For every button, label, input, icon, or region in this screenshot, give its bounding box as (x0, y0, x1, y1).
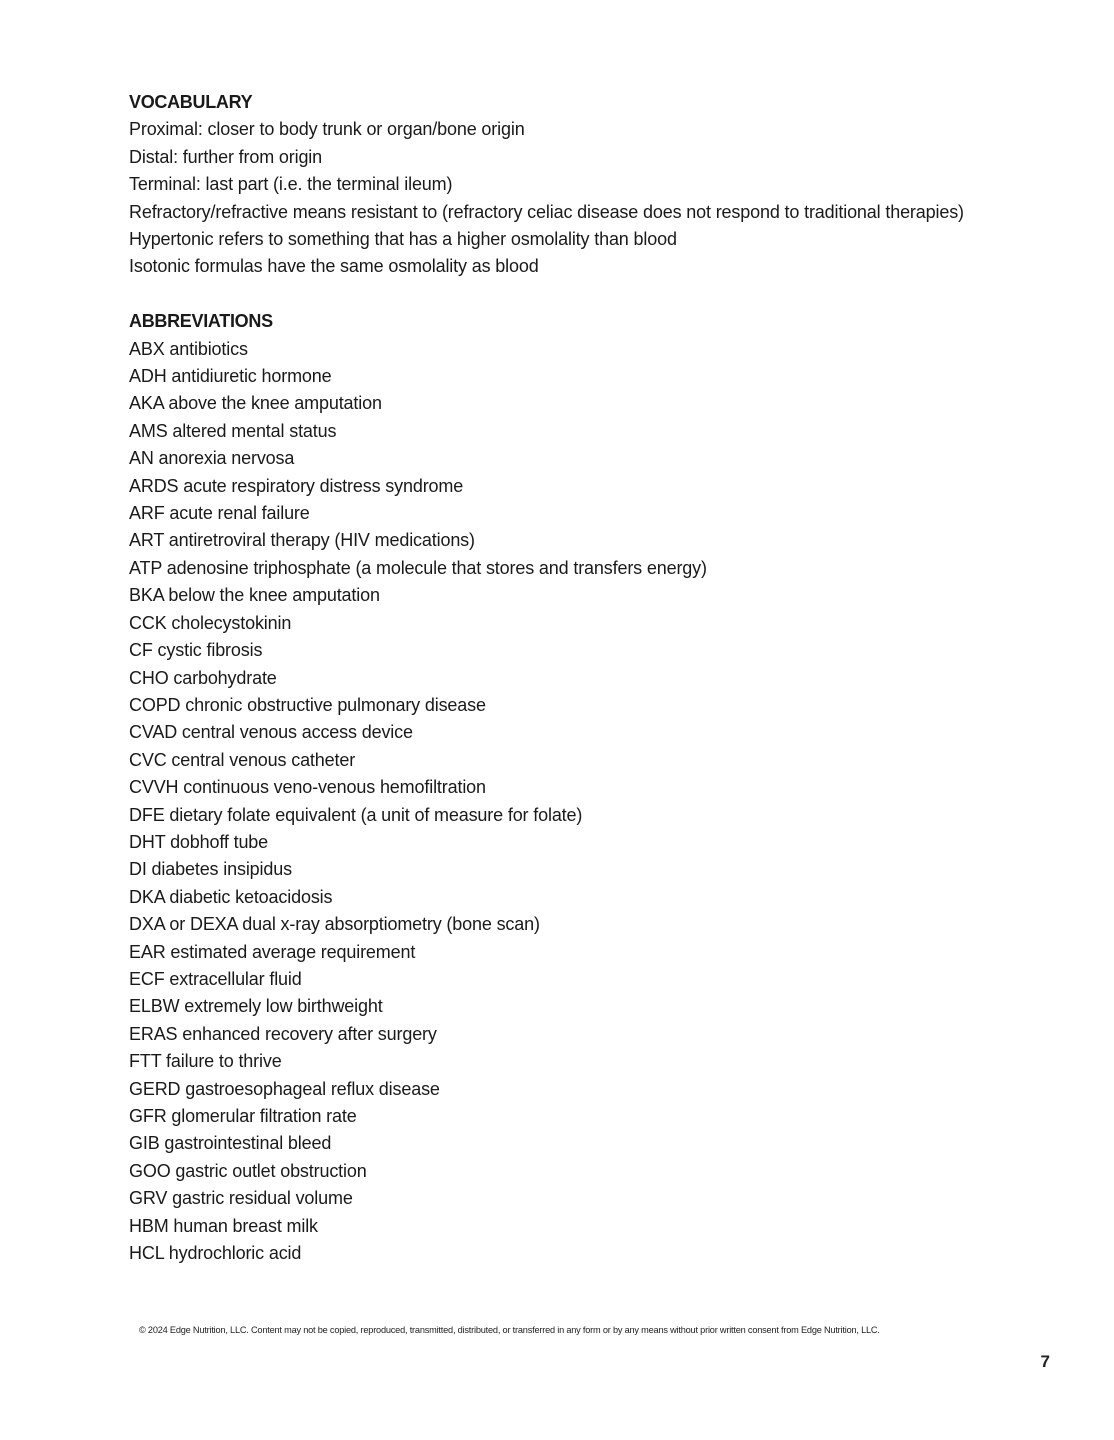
abbreviation-item: AKA above the knee amputation (129, 393, 382, 414)
abbreviation-item: COPD chronic obstructive pulmonary disease (129, 694, 486, 715)
abbreviation-item: FTT failure to thrive (129, 1051, 282, 1072)
abbreviation-item: ARDS acute respiratory distress syndrome (129, 475, 464, 496)
abbreviation-item: AMS altered mental status (129, 420, 337, 441)
abbreviation-item: DXA or DEXA dual x-ray absorptiometry (bone scan) (129, 914, 540, 935)
abbreviation-item: AN anorexia nervosa (129, 448, 295, 469)
abbreviation-item: EAR estimated average requirement (129, 941, 416, 962)
vocabulary-heading: VOCABULARY (129, 92, 253, 112)
vocabulary-item: Hypertonic refers to something that has a higher osmolality than blood (129, 229, 677, 250)
abbreviation-item: HBM human breast milk (129, 1215, 318, 1236)
vocabulary-item: Distal: further from origin (129, 146, 323, 167)
abbreviation-item: CCK cholecystokinin (129, 612, 292, 633)
page-number: 7 (1040, 1352, 1050, 1371)
abbreviation-item: GFR glomerular filtration rate (129, 1106, 357, 1127)
abbreviation-item: GOO gastric outlet obstruction (129, 1160, 367, 1181)
abbreviation-item: DHT dobhoff tube (129, 831, 269, 852)
vocabulary-item: Proximal: closer to body trunk or organ/bone origin (129, 119, 525, 140)
abbreviations-list (129, 336, 1089, 1268)
abbreviations-heading: ABBREVIATIONS (129, 311, 273, 332)
abbreviation-item: ECF extracellular fluid (129, 968, 302, 989)
vocabulary-item: Isotonic formulas have the same osmolality as blood (129, 256, 539, 277)
abbreviation-item: CVAD central venous access device (129, 722, 413, 743)
abbreviation-item: ATP adenosine triphosphate (a molecule that stores and transfers energy) (129, 557, 707, 578)
vocabulary-list (129, 116, 1089, 280)
section-gap (129, 281, 1089, 308)
abbreviation-item: ABX antibiotics (129, 338, 248, 359)
abbreviation-item: DKA diabetic ketoacidosis (129, 886, 333, 907)
abbreviation-item: ERAS enhanced recovery after surgery (129, 1023, 437, 1044)
abbreviation-item: ADH antidiuretic hormone (129, 366, 332, 387)
vocabulary-item: Refractory/refractive means resistant to (refractory celiac disease does not respond to traditional therapies) (129, 201, 964, 222)
abbreviation-item: GERD gastroesophageal reflux disease (129, 1078, 440, 1099)
abbreviation-item: ARF acute renal failure (129, 503, 310, 524)
abbreviation-item: ELBW extremely low birthweight (129, 996, 383, 1017)
abbreviation-item: GIB gastrointestinal bleed (129, 1133, 332, 1154)
abbreviation-item: DI diabetes insipidus (129, 859, 292, 880)
copyright-footer: © 2024 Edge Nutrition, LLC. Content may not be copied, reproduced, transmitted, distributed, or transferred in any form or by any means without prior written consent from Edge Nutrition, LLC. (139, 1325, 880, 1335)
page-content (129, 89, 1089, 1267)
abbreviation-item: HCL hydrochloric acid (129, 1243, 302, 1264)
vocabulary-item: Terminal: last part (i.e. the terminal ileum) (129, 174, 453, 195)
abbreviation-item: ART antiretroviral therapy (HIV medications) (129, 530, 475, 551)
abbreviation-item: CVVH continuous veno-venous hemofiltration (129, 777, 486, 798)
abbreviation-item: DFE dietary folate equivalent (a unit of measure for folate) (129, 804, 583, 825)
abbreviation-item: GRV gastric residual volume (129, 1188, 353, 1209)
abbreviation-item: BKA below the knee amputation (129, 585, 380, 606)
abbreviation-item: CHO carbohydrate (129, 667, 277, 688)
abbreviation-item: CF cystic fibrosis (129, 640, 263, 661)
abbreviation-item: CVC central venous catheter (129, 749, 356, 770)
